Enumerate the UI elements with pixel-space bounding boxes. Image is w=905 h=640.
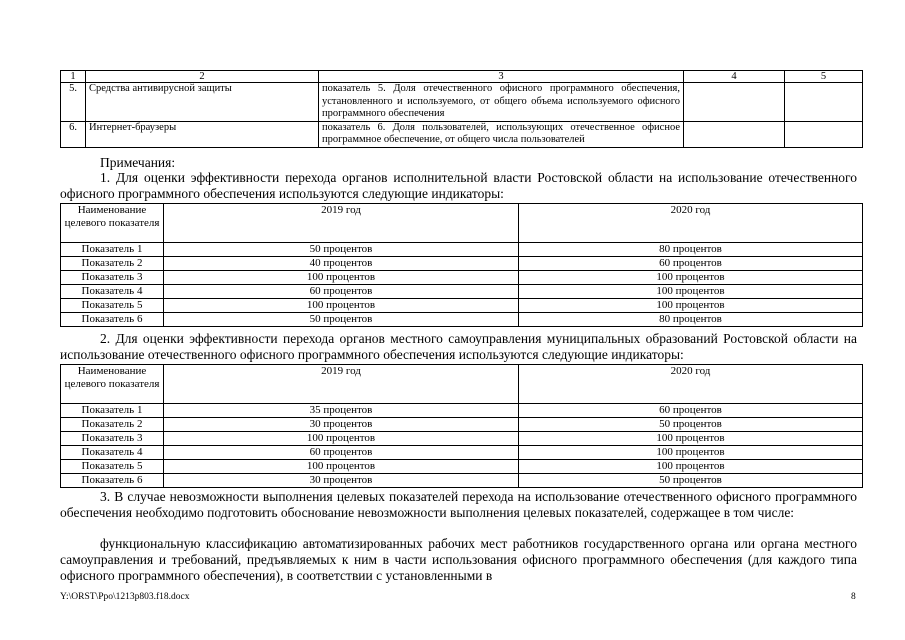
- value-2020: 100 процентов: [519, 285, 863, 299]
- header-cell: 2: [86, 71, 319, 83]
- header-cell: 5: [785, 71, 863, 83]
- value-2019: 60 процентов: [164, 446, 519, 460]
- header-cell: 3: [319, 71, 684, 83]
- table-row: [61, 432, 863, 446]
- value-2019: 35 процентов: [164, 404, 519, 418]
- row-description: показатель 5. Доля отечественного офисного программного обеспечения, установленного и используемого, от общего объема используемого офисного программного обеспечения: [319, 83, 684, 122]
- value-2020: 100 процентов: [519, 460, 863, 474]
- value-2020: 60 процентов: [519, 404, 863, 418]
- header-2019: 2019 год: [164, 365, 519, 404]
- value-2019: 30 процентов: [164, 418, 519, 432]
- value-2019: 50 процентов: [164, 243, 519, 257]
- footer-file-path: Y:\ORST\Ppo\1213p803.f18.docx: [60, 592, 190, 602]
- row-number: 6.: [61, 121, 86, 147]
- table-row: [61, 404, 863, 418]
- notes-heading: Примечания:: [100, 155, 176, 170]
- row-col4: [684, 121, 785, 147]
- value-2019: 40 процентов: [164, 257, 519, 271]
- value-2019: 100 процентов: [164, 299, 519, 313]
- header-2020: 2020 год: [519, 204, 863, 243]
- header-2019: 2019 год: [164, 204, 519, 243]
- table-row: [61, 299, 863, 313]
- value-2019: 30 процентов: [164, 474, 519, 488]
- indicator-name: Показатель 6: [61, 474, 164, 488]
- table-row: [61, 83, 863, 122]
- header-name: Наименование целевого показателя: [61, 365, 164, 404]
- indicator-name: Показатель 5: [61, 299, 164, 313]
- table-row: [61, 460, 863, 474]
- indicator-name: Показатель 3: [61, 271, 164, 285]
- table-header-row: [61, 204, 863, 243]
- table-row: [61, 271, 863, 285]
- value-2019: 50 процентов: [164, 313, 519, 327]
- value-2019: 100 процентов: [164, 432, 519, 446]
- indicator-name: Показатель 2: [61, 257, 164, 271]
- table-header-row: [61, 365, 863, 404]
- row-name: Интернет-браузеры: [86, 121, 319, 147]
- value-2020: 50 процентов: [519, 474, 863, 488]
- indicator-name: Показатель 5: [61, 460, 164, 474]
- table-row: [61, 446, 863, 460]
- indicator-name: Показатель 1: [61, 243, 164, 257]
- indicators-table-executive: [60, 203, 863, 327]
- value-2019: 100 процентов: [164, 460, 519, 474]
- row-col5: [785, 83, 863, 122]
- row-col4: [684, 83, 785, 122]
- value-2020: 80 процентов: [519, 313, 863, 327]
- note-3-paragraph: 3. В случае невозможности выполнения целевых показателей перехода на использование отечественного офисного программного обеспечения необходимо подготовить обоснование невозможности выполнения целевых показателей, содержащее в том числе:: [60, 489, 857, 520]
- table-header-row: [61, 71, 863, 83]
- software-table: [60, 70, 863, 148]
- note-1-paragraph: 1. Для оценки эффективности перехода органов исполнительной власти Ростовской области на использование отечественного офисного программного обеспечения используются следующие индикаторы:: [60, 170, 857, 201]
- table-row: [61, 313, 863, 327]
- indicator-name: Показатель 4: [61, 446, 164, 460]
- value-2019: 100 процентов: [164, 271, 519, 285]
- indicator-name: Показатель 2: [61, 418, 164, 432]
- value-2020: 80 процентов: [519, 243, 863, 257]
- value-2020: 100 процентов: [519, 432, 863, 446]
- note-3-subparagraph: функциональную классификацию автоматизированных рабочих мест работников государственного органа или органа местного самоуправления и требований, предъявляемых к ним в части использования офисного программного обеспечения (для каждого типа офисного программного обеспечения), в соответствии с установленными в: [60, 536, 857, 583]
- value-2020: 100 процентов: [519, 446, 863, 460]
- table-row: [61, 121, 863, 147]
- table-row: [61, 257, 863, 271]
- value-2019: 60 процентов: [164, 285, 519, 299]
- header-2020: 2020 год: [519, 365, 863, 404]
- row-description: показатель 6. Доля пользователей, использующих отечественное офисное программное обеспечение, от общего числа пользователей: [319, 121, 684, 147]
- value-2020: 60 процентов: [519, 257, 863, 271]
- page-number: 8: [851, 592, 856, 602]
- indicator-name: Показатель 1: [61, 404, 164, 418]
- header-name: Наименование целевого показателя: [61, 204, 164, 243]
- indicators-table-municipal: [60, 364, 863, 488]
- indicator-name: Показатель 3: [61, 432, 164, 446]
- value-2020: 50 процентов: [519, 418, 863, 432]
- header-cell: 4: [684, 71, 785, 83]
- indicator-name: Показатель 4: [61, 285, 164, 299]
- row-col5: [785, 121, 863, 147]
- row-number: 5.: [61, 83, 86, 122]
- indicator-name: Показатель 6: [61, 313, 164, 327]
- table-row: [61, 418, 863, 432]
- table-row: [61, 285, 863, 299]
- table-row: [61, 474, 863, 488]
- row-name: Средства антивирусной защиты: [86, 83, 319, 122]
- note-2-paragraph: 2. Для оценки эффективности перехода органов местного самоуправления муниципальных образований Ростовской области на использование отечественного офисного программного обеспечения используются следующие индикаторы:: [60, 331, 857, 362]
- table-row: [61, 243, 863, 257]
- header-cell: 1: [61, 71, 86, 83]
- value-2020: 100 процентов: [519, 299, 863, 313]
- value-2020: 100 процентов: [519, 271, 863, 285]
